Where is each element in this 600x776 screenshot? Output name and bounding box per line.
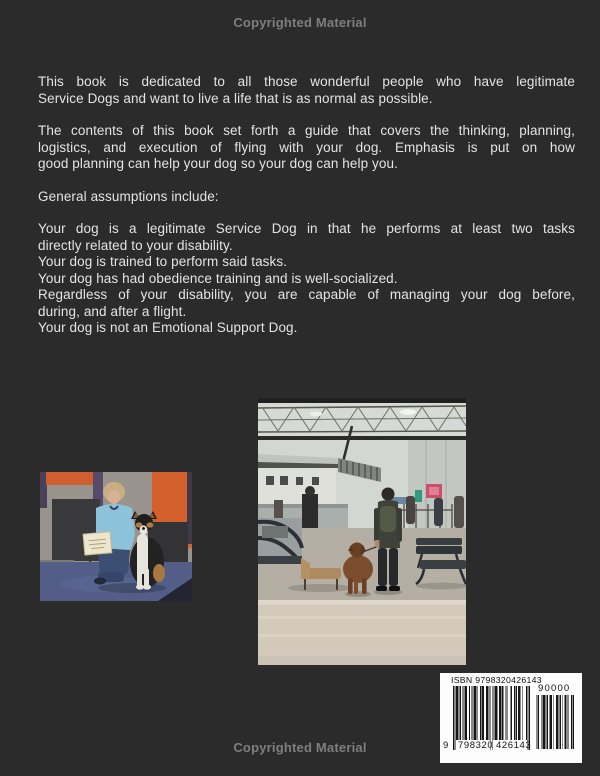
dedication-line-2: Service Dogs and want to live a life that is as normal as possible. xyxy=(38,90,433,106)
copyright-watermark-bottom: Copyrighted Material xyxy=(233,740,367,755)
dedication-line-1: This book is dedicated to all those wonderful people who have legitimate xyxy=(38,74,575,89)
ean13-digit-group2: 426143 xyxy=(496,740,532,751)
contents-line-2: logistics, and execution of flying with your dog. Emphasis is put on how xyxy=(38,139,575,155)
contents-line-3: good planning can help your dog so your dog can help you. xyxy=(38,156,398,171)
assumption-line-2: directly related to your disability. xyxy=(38,237,233,253)
supplement-label: 90000 xyxy=(538,683,571,694)
airport-terminal-photo xyxy=(258,398,466,665)
dedication-paragraph xyxy=(38,74,575,107)
roof-truss xyxy=(258,403,466,436)
assumption-line-5: Regardless of your disability, you are capable of managing your dog before, xyxy=(38,287,575,302)
contents-line-1: The contents of this book set forth a guide that covers the thinking, planning, xyxy=(38,123,575,138)
contents-paragraph xyxy=(38,123,575,173)
assumption-line-6: during, and after a flight. xyxy=(38,303,187,319)
assumption-line-4: Your dog has had obedience training and is well-socialized. xyxy=(38,270,398,286)
terminal-floor xyxy=(258,600,466,665)
assumption-line-1: Your dog is a legitimate Service Dog in that he performs at least two tasks xyxy=(38,221,575,236)
isbn-label: ISBN 9798320426143 xyxy=(451,675,542,685)
certificate xyxy=(83,532,112,555)
trainer-certificate-photo xyxy=(40,472,192,601)
ean13-digit-left: 9 xyxy=(443,740,449,751)
ean13-digit-group1: 798320 xyxy=(458,740,494,751)
assumptions-list xyxy=(38,221,575,337)
assumption-line-7: Your dog is not an Emotional Support Dog. xyxy=(38,320,298,335)
assumptions-heading: General assumptions include: xyxy=(38,188,219,204)
back-cover-text xyxy=(38,74,575,353)
assumption-line-3: Your dog is trained to perform said tasks. xyxy=(38,254,288,269)
copyright-watermark-top: Copyrighted Material xyxy=(233,15,367,30)
escalator xyxy=(258,518,302,564)
